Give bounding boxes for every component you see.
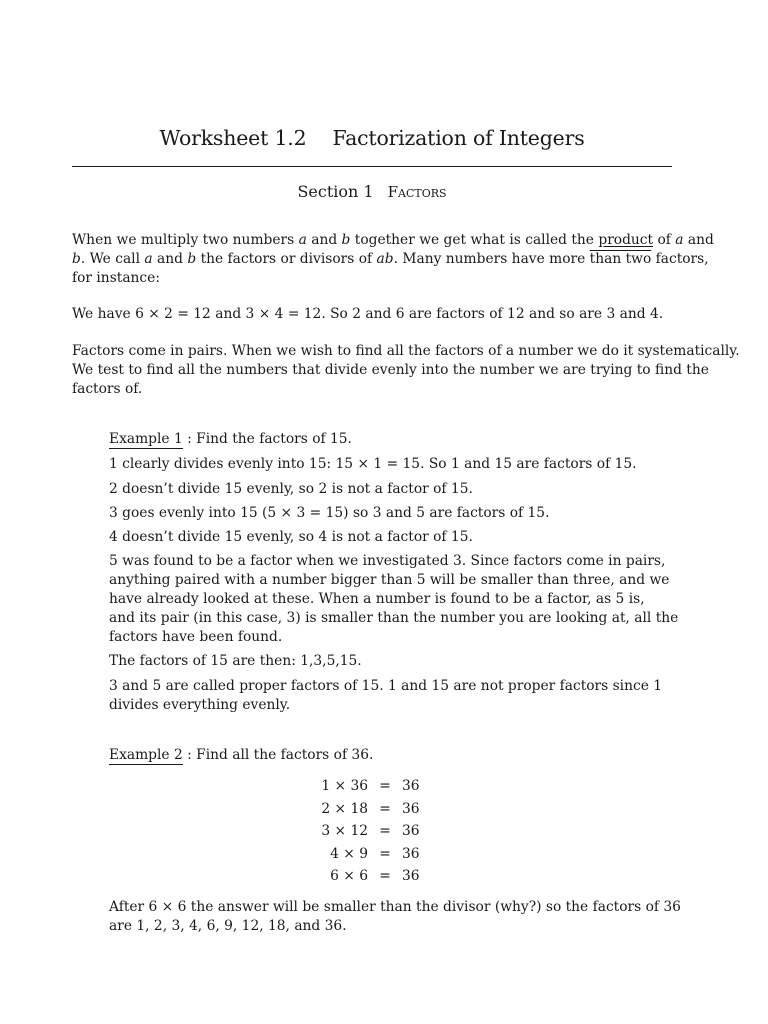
example-1-reasoning: 5 was found to be a factor when we investigated 3. Since factors come in pairs, anything paired with a number bigger than 5 will be smaller than three, and we have already looked at these. When a number is found to be a factor, as 5 is, and its pair (in this case, 3) is smaller than the number you are looking at, all the factors have been found. — [109, 553, 679, 645]
example-1-step: 2 doesn’t divide 15 evenly, so 2 is not a factor of 15. — [109, 481, 473, 497]
worksheet-number: Worksheet 1.2 — [159, 126, 307, 150]
example-1-result: The factors of 15 are then: 1,3,5,15. — [109, 653, 362, 669]
example-1-step: 4 doesn’t divide 15 evenly, so 4 is not a factor of 15. — [109, 529, 473, 545]
factor-pairs-paragraph: Factors come in pairs. When we wish to find all the factors of a number we do it systematically. We test to find all the numbers that divide evenly into the number we are trying to find the factors of. — [72, 343, 740, 397]
example-1-heading: Example 1 : Find the factors of 15. — [109, 431, 352, 447]
equation-array — [300, 775, 440, 888]
intro-line-2: b. We call a and b the factors or divisors of ab. Many numbers have more than two factors, — [72, 251, 709, 267]
example-1-proper-factors: 3 and 5 are called proper factors of 15. 1 and 15 are not proper factors since 1 divides everything evenly. — [109, 678, 663, 713]
intro-line-1: When we multiply two numbers a and b together we get what is called the product of a and — [72, 232, 714, 248]
product-term: product — [598, 232, 654, 248]
example-2 — [109, 746, 639, 765]
example-2-heading: Example 2 : Find all the factors of 36. — [109, 747, 374, 763]
worksheet-title: Factorization of Integers — [332, 126, 585, 150]
example-1-label: Example 1 — [109, 431, 183, 447]
section-name: Factors — [387, 183, 447, 201]
example-1-step: 1 clearly divides evenly into 15: 15 × 1 = 15. So 1 and 15 are factors of 15. — [109, 456, 637, 472]
title-rule — [72, 166, 672, 167]
than-two-term: than two — [589, 251, 652, 267]
factors-of-12-paragraph: We have 6 × 2 = 12 and 3 × 4 = 12. So 2 and 6 are factors of 12 and so are 3 and 4. — [72, 306, 664, 322]
equation-row: 1 × 36 = 36 — [321, 778, 420, 794]
section-heading — [72, 182, 672, 201]
intro-paragraph — [72, 231, 714, 288]
page-title — [72, 126, 672, 150]
section-number: Section 1 — [297, 182, 374, 201]
example-1 — [109, 430, 639, 449]
example-1-step: 3 goes evenly into 15 (5 × 3 = 15) so 3 and 5 are factors of 15. — [109, 505, 550, 521]
equation-row: 4 × 9 = 36 — [330, 845, 420, 862]
example-2-conclusion: After 6 × 6 the answer will be smaller than the divisor (why?) so the factors of 36 are 1, 2, 3, 4, 6, 9, 12, 18, and 36. — [109, 899, 681, 934]
intro-line-3: for instance: — [72, 270, 160, 286]
example-2-label: Example 2 — [109, 747, 183, 763]
equation-row: 6 × 6 = 36 — [330, 868, 420, 884]
equation-row: 3 × 12 = 36 — [321, 823, 420, 839]
equation-row: 2 × 18 = 36 — [321, 800, 420, 817]
